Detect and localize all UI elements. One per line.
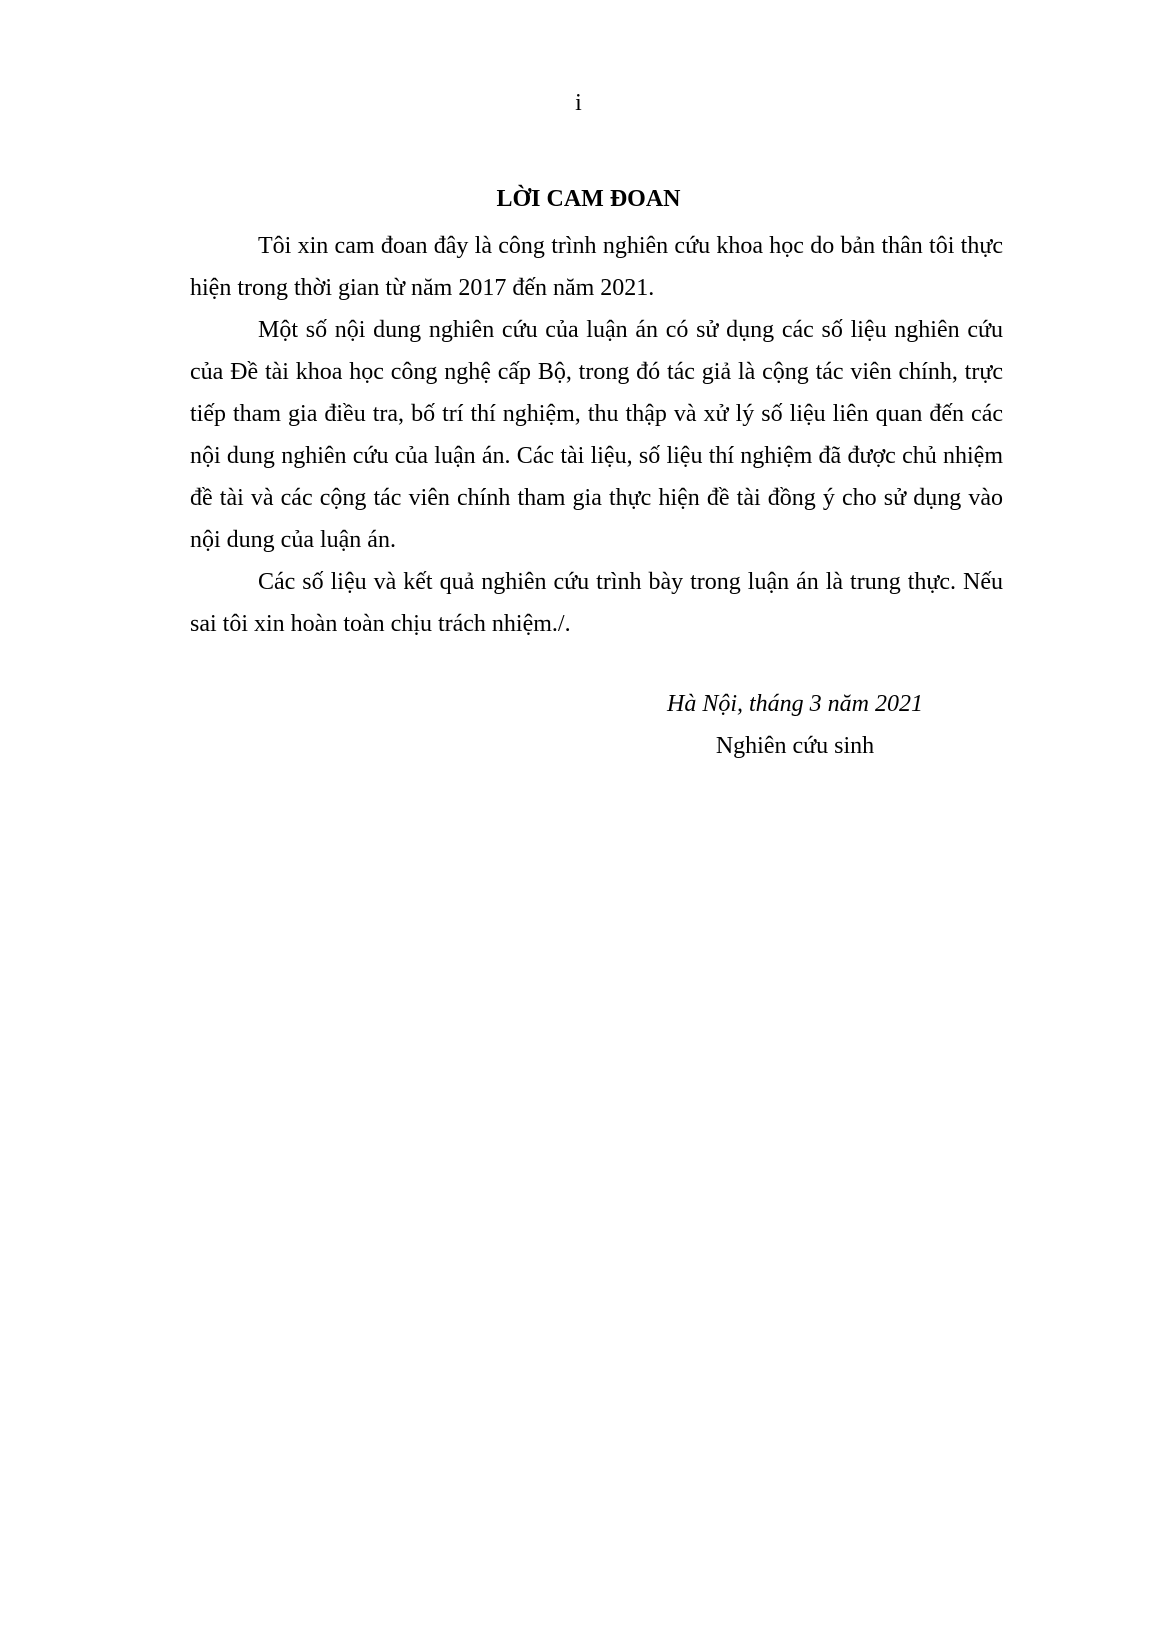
declaration-body bbox=[190, 225, 1003, 645]
signature-block bbox=[640, 683, 950, 767]
page-number: i bbox=[575, 90, 582, 116]
signature-role: Nghiên cứu sinh bbox=[715, 733, 875, 759]
signature-place-date: Hà Nội, tháng 3 năm 2021 bbox=[666, 691, 923, 717]
paragraph-2: Một số nội dung nghiên cứu của luận án có sử dụng các số liệu nghiên cứu của Đề tài khoa học công nghệ cấp Bộ, trong đó tác giả là cộng tác viên chính, trực tiếp tham gia điều tra, bố trí thí nghiệm, thu thập và xử lý số liệu liên quan đến các nội dung nghiên cứu của luận án. Các tài liệu, số liệu thí nghiệm đã được chủ nhiệm đề tài và các cộng tác viên chính tham gia thực hiện đề tài đồng ý cho sử dụng vào nội dung của luận án. bbox=[190, 317, 1003, 553]
paragraph-3: Các số liệu và kết quả nghiên cứu trình bày trong luận án là trung thực. Nếu sai tôi xin hoàn toàn chịu trách nhiệm./. bbox=[190, 569, 1003, 637]
page-title: LỜI CAM ĐOAN bbox=[496, 186, 681, 212]
paragraph-1: Tôi xin cam đoan đây là công trình nghiên cứu khoa học do bản thân tôi thực hiện trong thời gian từ năm 2017 đến năm 2021. bbox=[190, 233, 1003, 301]
